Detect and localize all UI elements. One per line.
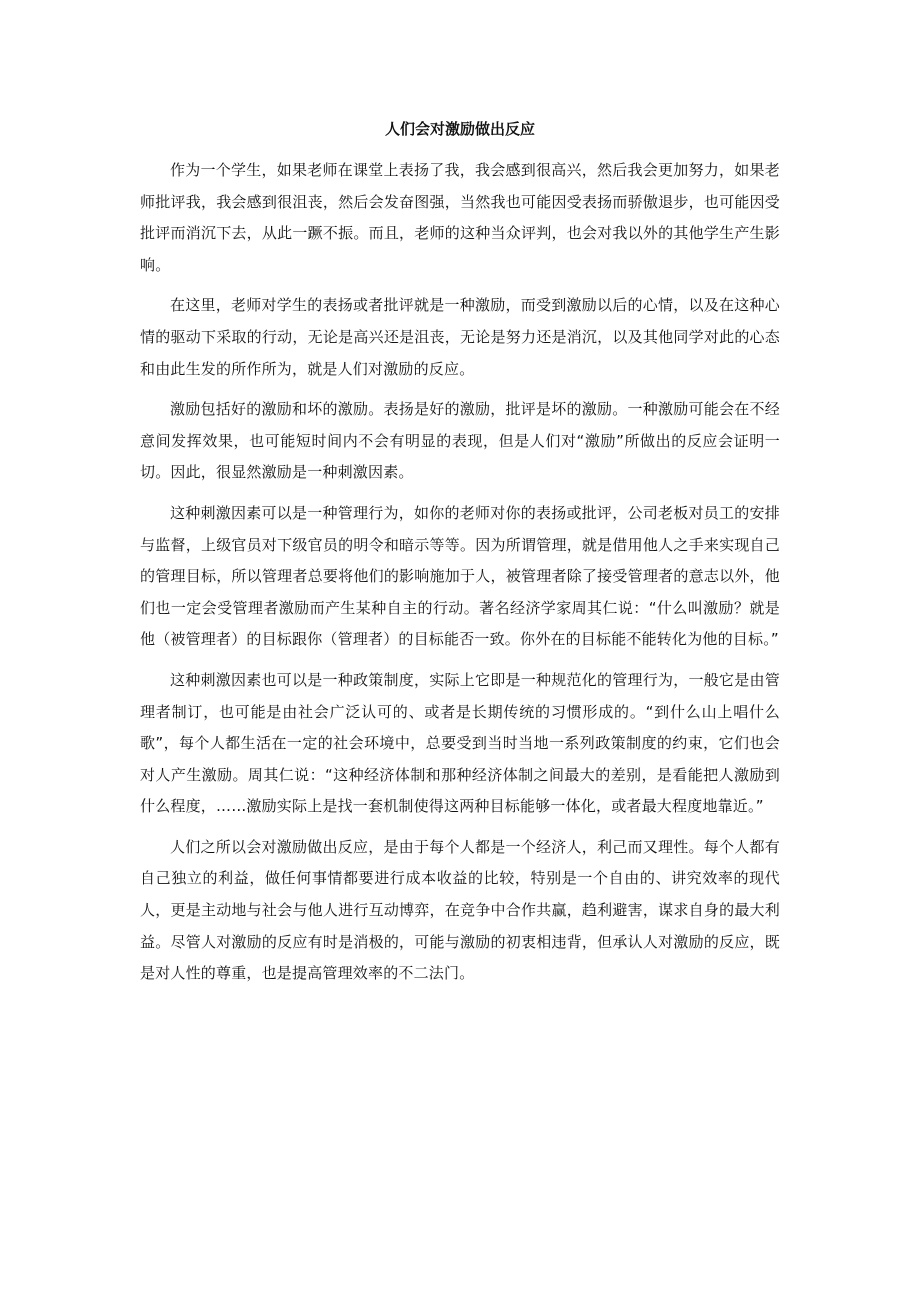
paragraph-2: 在这里，老师对学生的表扬或者批评就是一种激励，而受到激励以后的心情，以及在这种心情的驱动下采取的行动，无论是高兴还是沮丧，无论是努力还是消沉，以及其他同学对此的心态和由此生发的所作所为，就是人们对激励的反应。 — [140, 296, 780, 378]
paragraph-1: 作为一个学生，如果老师在课堂上表扬了我，我会感到很高兴，然后我会更加努力，如果老师批评我，我会感到很沮丧，然后会发奋图强，当然我也可能因受表扬而骄傲退步，也可能因受批评而消沉下去，从此一蹶不振。而且，老师的这种当众评判，也会对我以外的其他学生产生影响。 — [140, 161, 780, 274]
document-title: 人们会对激励做出反应 — [384, 120, 535, 138]
paragraph-5: 这种刺激因素也可以是一种政策制度，实际上它即是一种规范化的管理行为，一般它是由管理者制订，也可能是由社会广泛认可的、或者是长期传统的习惯形成的。“到什么山上唱什么歌”，每个人都生活在一定的社会环境中，总要受到当时当地一系列政策制度的约束，它们也会对人产生激励。周其仁说：“这种经济体制和那种经济体制之间最大的差别，是看能把人激励到什么程度，……激励实际上是找一套机制使得这两种目标能够一体化，或者最大程度地靠近。” — [140, 670, 780, 816]
document-body — [140, 155, 780, 999]
paragraph-3: 激励包括好的激励和坏的激励。表扬是好的激励，批评是坏的激励。一种激励可能会在不经意间发挥效果，也可能短时间内不会有明显的表现，但是人们对“激励”所做出的反应会证明一切。因此，很显然激励是一种刺激因素。 — [140, 400, 780, 482]
paragraph-6: 人们之所以会对激励做出反应，是由于每个人都是一个经济人，利己而又理性。每个人都有自己独立的利益，做任何事情都要进行成本收益的比较，特别是一个自由的、讲究效率的现代人，更是主动地与社会与他人进行互动博弈，在竞争中合作共赢，趋利避害，谋求自身的最大利益。尽管人对激励的反应有时是消极的，可能与激励的初衷相违背，但承认人对激励的反应，既是对人性的尊重，也是提高管理效率的不二法门。 — [140, 837, 780, 983]
paragraph-4: 这种刺激因素可以是一种管理行为，如你的老师对你的表扬或批评，公司老板对员工的安排与监督，上级官员对下级官员的明令和暗示等等。因为所谓管理，就是借用他人之手来实现自己的管理目标，所以管理者总要将他们的影响施加于人，被管理者除了接受管理者的意志以外，他们也一定会受管理者激励而产生某种自主的行动。著名经济学家周其仁说：“什么叫激励？就是他（被管理者）的目标跟你（管理者）的目标能否一致。你外在的目标能不能转化为他的目标。” — [140, 503, 780, 649]
